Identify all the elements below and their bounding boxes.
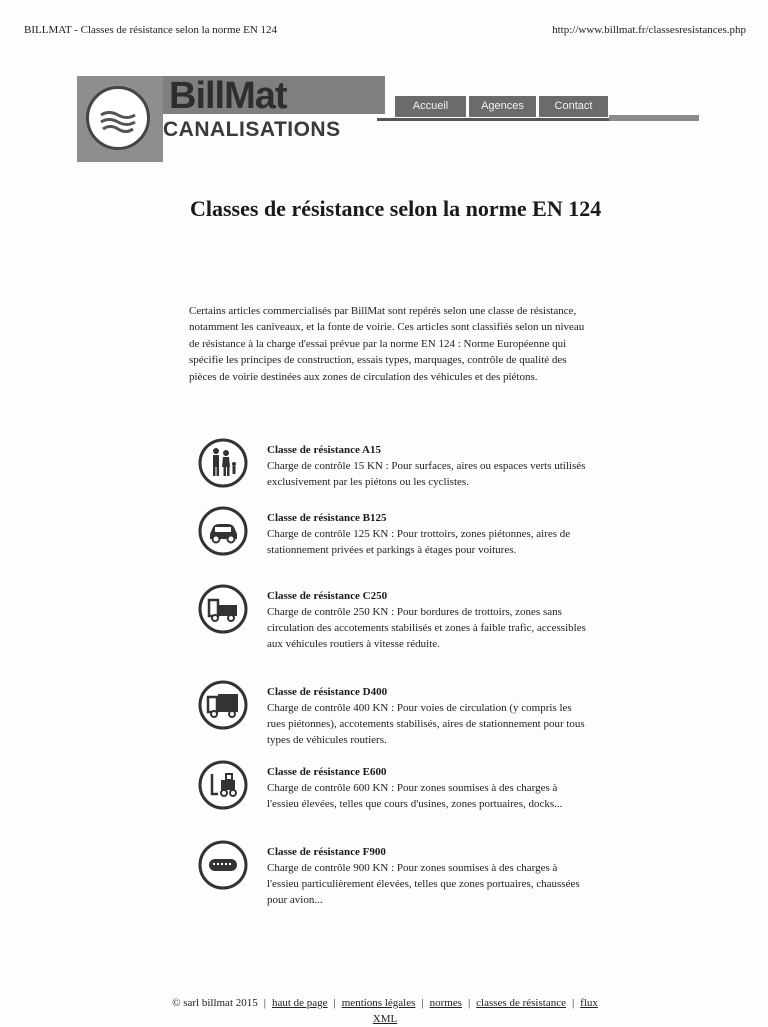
van-icon [197,583,249,635]
masthead [77,76,699,162]
class-title: Classe de résistance B125 [267,512,387,524]
footer-link-legal[interactable]: mentions légales [341,997,416,1009]
page-title: Classes de résistance selon la norme EN 124 [190,196,602,221]
nav-agences[interactable]: Agences [469,96,536,117]
truck-icon [197,679,249,731]
class-title: Classe de résistance D400 [267,686,388,698]
airplane-icon [197,839,249,891]
class-title: Classe de résistance F900 [267,846,386,858]
car-icon [197,505,249,557]
class-description: Charge de contrôle 600 KN : Pour zones soumises à des charges à l'essieu élevées, telles que cours d'usines, zones portuaires, docks... [267,782,563,810]
footer-link-xml[interactable]: flux XML [372,997,598,1025]
print-header-title: BILLMAT - Classes de résistance selon la norme EN 124 [24,24,278,36]
logo-wave-icon [86,86,150,150]
class-description: Charge de contrôle 400 KN : Pour voies de circulation (y compris les rues piétonnes), accotements stabilisés, aires de stationnement pour tous types de véhicules routiers. [267,702,585,746]
footer-copyright: © sarl billmat 2015 [172,997,258,1009]
print-header-url: http://www.billmat.fr/classesresistances.php [552,24,746,36]
footer-link-classes[interactable]: classes de résistance [476,997,566,1009]
class-description: Charge de contrôle 125 KN : Pour trottoirs, zones piétonnes, aires de stationnement privées et parkings à étages pour voitures. [267,528,571,556]
footer: © sarl billmat 2015 | haut de page | mentions légales | normes | classes de résistance | flux XML [172,997,598,1025]
brand-subtitle: CANALISATIONS [163,118,341,141]
footer-link-normes[interactable]: normes [429,997,462,1009]
class-title: Classe de résistance C250 [267,590,388,602]
class-title: Classe de résistance E600 [267,766,387,778]
logo[interactable] [77,76,163,162]
nav-accueil[interactable]: Accueil [395,96,466,117]
class-description: Charge de contrôle 250 KN : Pour bordures de trottoirs, zones sans circulation des accotements stabilisés et zones à faible trafic, accessibles aux véhicules routiers à vitesse réduite. [267,606,586,650]
footer-link-top[interactable]: haut de page [271,997,328,1009]
intro-paragraph: Certains articles commercialisés par BillMat sont repérés selon une classe de résistance, notamment les caniveaux, et la fonte de voirie. Ces articles sont classifiés selon un niveau de résistance à la charge d'essai prévue par la norme EN 124 : Norme Européenne qui spécifie les principes de construction, essais types, marquages, contrôle de qualité des pièces de voirie destinées aux zones de circulation des véhicules et des piétons. [189,305,585,383]
nav-contact[interactable]: Contact [539,96,608,117]
class-title: Classe de résistance A15 [267,444,381,456]
class-description: Charge de contrôle 900 KN : Pour zones soumises à des charges à l'essieu particulièrement élevées, telles que zones portuaires, chaussées pour avion... [267,862,580,906]
main-nav [395,96,608,117]
class-description: Charge de contrôle 15 KN : Pour surfaces, aires ou espaces verts utilisés exclusivement par les piétons ou les cyclistes. [267,460,586,488]
forklift-icon [197,759,249,811]
brand-name: BillMat [169,75,287,117]
pedestrians-icon [197,437,249,489]
